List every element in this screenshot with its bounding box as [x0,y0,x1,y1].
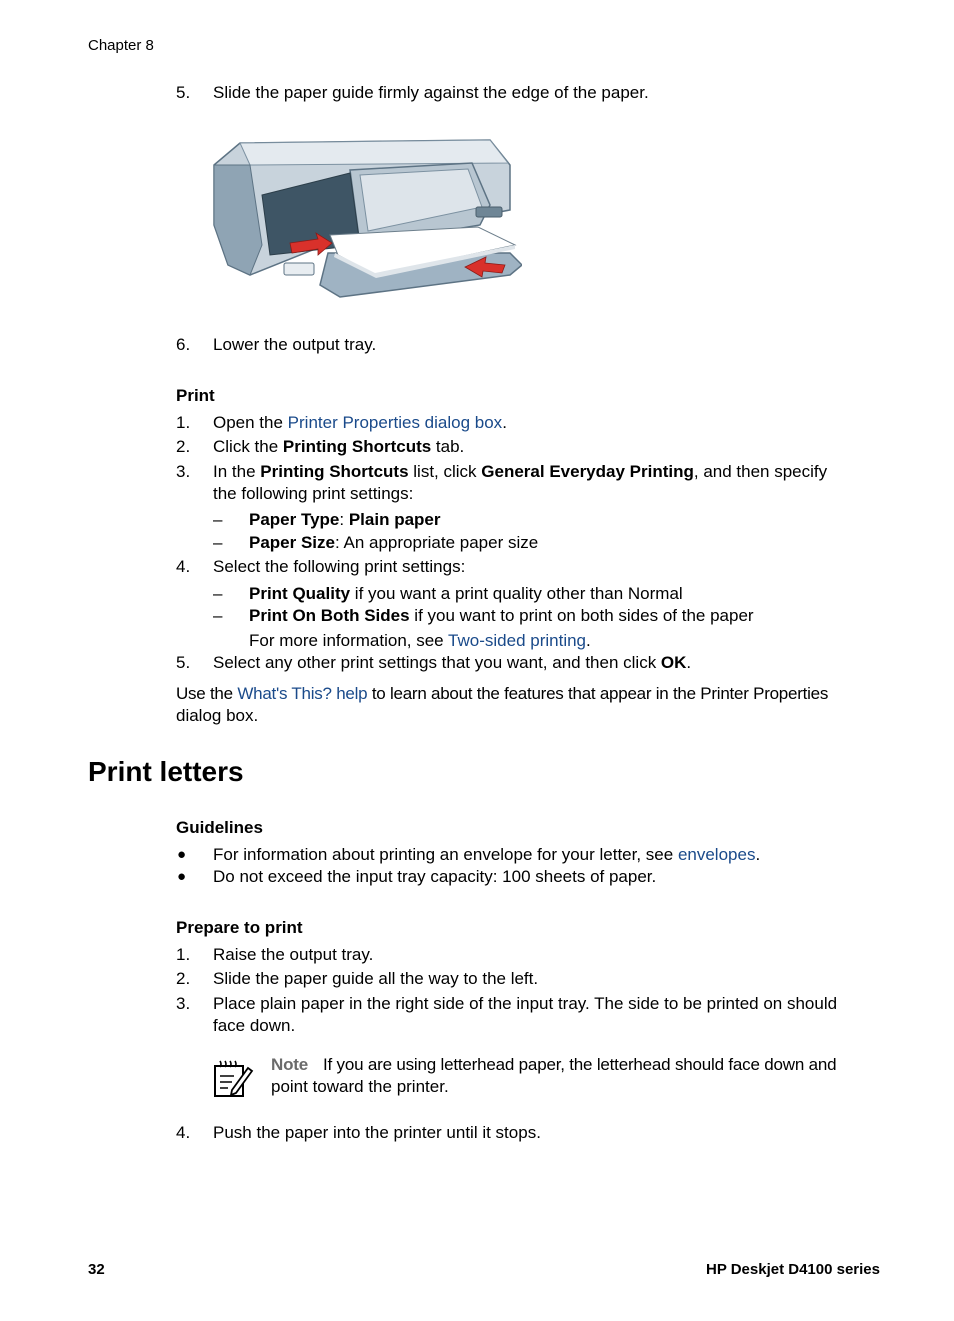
list-item: Do not exceed the input tray capacity: 100 sheets of paper. [213,867,657,886]
step-number: 6. [176,335,191,354]
step-text-mid: list, click [408,462,482,481]
envelopes-link[interactable]: envelopes [677,845,756,864]
step-text-pre: Select any other print settings that you want, and then click [213,653,661,672]
step-text-post: tab. [431,437,465,456]
section-heading-prepare: Prepare to print [176,918,303,937]
step-text-post: . [502,413,507,432]
more-info-post: . [586,631,591,650]
help-paragraph [176,683,828,705]
note-pencil-icon [212,1058,254,1100]
note-text [271,1054,836,1076]
sub-item-bold: Paper Type [249,510,340,529]
dash-marker: – [213,533,223,552]
step-number: 5. [176,83,191,102]
sub-item-bold: Plain paper [348,510,441,529]
step-number: 2. [176,969,191,988]
section-heading-guidelines: Guidelines [176,818,263,837]
more-info-pre: For more information, see [249,631,449,650]
step-text-pre: Open the [213,413,288,432]
sub-item-sep: : [339,510,349,529]
dash-marker: – [213,606,223,625]
step-text-bold: Printing Shortcuts [282,437,432,456]
chapter-header: Chapter 8 [88,37,154,54]
help-post: to learn about the features that appear in the Printer Properties [367,684,829,703]
step-text-bold: Printing Shortcuts [260,462,409,481]
note-text-line2: point toward the printer. [271,1077,449,1096]
section-heading-print: Print [176,386,215,405]
step-number: 3. [176,994,191,1013]
step-text-pre: In the [213,462,261,481]
step-text-line2: face down. [213,1016,296,1035]
page-number: 32 [88,1261,105,1278]
step-text [213,412,507,434]
note-body: If you are using letterhead paper, the letterhead should face down and [322,1055,837,1074]
sub-item-text: if you want to print on both sides of the paper [409,606,754,625]
step-number: 1. [176,413,191,432]
product-name: HP Deskjet D4100 series [705,1261,880,1278]
step-text-bold: OK [660,653,687,672]
whats-this-help-link[interactable]: What's This? help [237,684,368,703]
bullet-icon: ● [177,846,187,863]
page-title: Print letters [88,756,244,787]
step-number: 5. [176,653,191,672]
more-info [249,630,591,652]
step-text: Raise the output tray. [213,945,374,964]
step-text [213,652,691,674]
sub-item [249,509,440,531]
sub-item [249,605,754,627]
sub-item-bold: Paper Size [249,533,335,552]
step-number: 4. [176,1123,191,1142]
step-text-bold: General Everyday Printing [481,462,694,481]
step-text: Push the paper into the printer until it stops. [213,1123,541,1142]
step-text [213,436,464,458]
sub-item [249,532,538,554]
note-label: Note [271,1055,308,1074]
step-text: Slide the paper guide all the way to the left. [213,969,539,988]
step-text: Lower the output tray. [213,335,377,354]
step-text-post: . [686,653,692,672]
sub-item-bold: Print On Both Sides [249,606,410,625]
sub-item-text: : An appropriate paper size [335,533,539,552]
help-pre: Use the [176,684,238,703]
list-item [213,844,760,866]
list-item-post: . [755,845,761,864]
bullet-icon: ● [177,868,187,885]
step-text-pre: Click the [213,437,283,456]
printer-illustration [210,135,522,300]
step-number: 1. [176,945,191,964]
step-text-post: , and then specify [693,462,828,481]
two-sided-printing-link[interactable]: Two-sided printing [448,631,587,650]
step-text [213,461,827,483]
step-number: 4. [176,557,191,576]
sub-item-bold: Print Quality [249,584,351,603]
sub-item-text: if you want a print quality other than Normal [350,584,683,603]
printer-properties-link[interactable]: Printer Properties dialog box [287,413,503,432]
step-number: 3. [176,462,191,481]
dash-marker: – [213,584,223,603]
help-paragraph-line2: dialog box. [176,706,259,725]
list-item-pre: For information about printing an envelope for your letter, see [213,845,678,864]
step-text: Select the following print settings: [213,557,466,576]
step-text: Slide the paper guide firmly against the edge of the paper. [213,83,649,102]
dash-marker: – [213,510,223,529]
step-text: Place plain paper in the right side of the input tray. The side to be printed on should [213,994,838,1013]
step-text-line2: the following print settings: [213,484,414,503]
step-number: 2. [176,437,191,456]
sub-item [249,583,683,605]
